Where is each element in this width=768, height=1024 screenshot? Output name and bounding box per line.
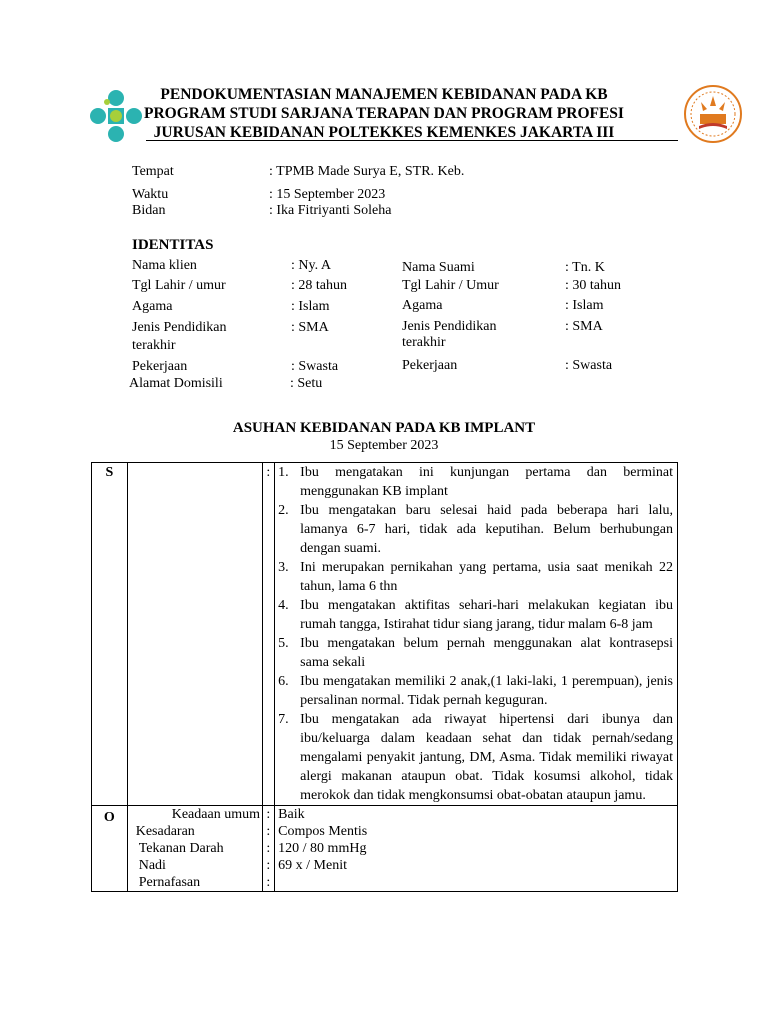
- o-colon: :: [266, 875, 271, 890]
- o-label-tekanan: Tekanan Darah: [138, 841, 224, 856]
- suami-agama-value: : Islam: [565, 298, 604, 313]
- list-item: 5. Ibu mengatakan belum pernah menggunakan alat kontrasepsi sama sekali: [278, 636, 673, 670]
- o-values: [275, 806, 678, 892]
- list-item: 6. Ibu mengatakan memiliki 2 anak,(1 laki-laki, 1 perempuan), jenis persalinan normal. Tidak pernah keguguran.: [278, 674, 673, 708]
- klien-nama-value: : Ny. A: [291, 258, 331, 273]
- suami-tgl-value: : 30 tahun: [565, 278, 621, 293]
- klien-pekerjaan-value: : Swasta: [291, 359, 339, 374]
- header-line-3: JURUSAN KEBIDANAN POLTEKKES KEMENKES JAKARTA III: [153, 124, 615, 141]
- klien-tgl-value: : 28 tahun: [291, 278, 347, 293]
- o-label: O: [92, 806, 128, 892]
- info-tempat-label: Tempat: [132, 164, 174, 179]
- info-bidan-label: Bidan: [132, 203, 166, 218]
- suami-nama-value: : Tn. K: [565, 260, 605, 275]
- soap-row-o: [92, 806, 678, 892]
- info-bidan-value: : Ika Fitriyanti Soleha: [269, 203, 392, 218]
- klien-pendidikan-label2: terakhir: [132, 338, 176, 353]
- o-label-keadaan: Keadaan umum: [171, 807, 260, 822]
- o-value-kesadaran: Compos Mentis: [278, 824, 368, 839]
- klien-agama-value: : Islam: [291, 299, 330, 314]
- header-line-2: PROGRAM STUDI SARJANA TERAPAN DAN PROGRAM PROFESI: [144, 105, 624, 122]
- s-label: S: [92, 463, 128, 806]
- klien-pekerjaan-label: Pekerjaan: [132, 359, 188, 374]
- o-label-nadi: Nadi: [138, 858, 166, 873]
- suami-pendidikan-value: : SMA: [565, 319, 603, 334]
- o-value-keadaan: Baik: [278, 807, 305, 822]
- s-content: [275, 463, 678, 806]
- asuhan-title: ASUHAN KEBIDANAN PADA KB IMPLANT: [232, 420, 536, 436]
- o-colon: :: [266, 858, 271, 873]
- suami-pendidikan-label: Jenis Pendidikan: [402, 319, 497, 334]
- klien-alamat-value: : Setu: [290, 376, 323, 391]
- suami-nama-label: Nama Suami: [402, 260, 475, 275]
- identitas-heading: IDENTITAS: [132, 237, 214, 253]
- o-value-tekanan: 120 / 80 mmHg: [278, 841, 367, 856]
- o-value-nadi: 69 x / Menit: [278, 858, 348, 873]
- o-label-pernafasan: Pernafasan: [138, 875, 201, 890]
- klien-nama-label: Nama klien: [132, 258, 197, 273]
- o-colon: :: [266, 841, 271, 856]
- poltekkes-logo-icon: [683, 84, 743, 144]
- s-list: [278, 463, 673, 805]
- header-line-1: PENDOKUMENTASIAN MANAJEMEN KEBIDANAN PADA KB: [160, 86, 608, 103]
- list-item: 7. Ibu mengatakan ada riwayat hipertensi dari ibunya dan ibu/keluarga dalam keadaan sehat dan tidak pernah/sedang mengalami penyakit jantung, DM, Asma. Tidak memiliki riwayat alergi makanan ataupun obat. Tidak kosumsi alkohol, tidak merokok dan tidak mengkonsumsi obat-obatan ataupun jamu.: [278, 712, 673, 803]
- s-sublabel-cell: [127, 463, 262, 806]
- o-colon: :: [266, 807, 271, 822]
- soap-table: [91, 462, 678, 892]
- o-value-pernafasan: [278, 874, 673, 891]
- info-waktu-label: Waktu: [132, 187, 169, 202]
- s-colon: :: [262, 463, 275, 806]
- o-colon: :: [266, 824, 271, 839]
- suami-tgl-label: Tgl Lahir / Umur: [402, 278, 499, 293]
- list-item: 3. Ini merupakan pernikahan yang pertama, usia saat menikah 22 tahun, lama 6 thn: [278, 560, 673, 594]
- soap-row-s: [92, 463, 678, 806]
- o-labels: [127, 806, 262, 892]
- suami-pendidikan-label2: terakhir: [402, 335, 446, 350]
- list-item: 1. Ibu mengatakan ini kunjungan pertama dan berminat menggunakan KB implant: [278, 465, 673, 499]
- o-label-kesadaran: Kesadaran: [135, 824, 195, 839]
- info-tempat-value: : TPMB Made Surya E, STR. Keb.: [269, 164, 465, 179]
- klien-alamat-label: Alamat Domisili: [129, 376, 223, 391]
- suami-pekerjaan-label: Pekerjaan: [402, 358, 458, 373]
- klien-pendidikan-value: : SMA: [291, 320, 329, 335]
- header-rule: [146, 140, 678, 141]
- o-colons: [262, 806, 275, 892]
- suami-agama-label: Agama: [402, 298, 443, 313]
- asuhan-date: 15 September 2023: [329, 438, 439, 453]
- suami-pekerjaan-value: : Swasta: [565, 358, 613, 373]
- info-waktu-value: : 15 September 2023: [269, 187, 386, 202]
- list-item: 2. Ibu mengatakan baru selesai haid pada beberapa hari lalu, lamanya 6-7 hari, tidak ada keputihan. Belum berhubungan dengan suami.: [278, 503, 673, 556]
- klien-agama-label: Agama: [132, 299, 173, 314]
- list-item: 4. Ibu mengatakan aktifitas sehari-hari melakukan kegiatan ibu rumah tangga, Istirahat tidur siang jarang, tidur malam 6-8 jam: [278, 598, 673, 632]
- klien-tgl-label: Tgl Lahir / umur: [132, 278, 226, 293]
- klien-pendidikan-label: Jenis Pendidikan: [132, 320, 227, 335]
